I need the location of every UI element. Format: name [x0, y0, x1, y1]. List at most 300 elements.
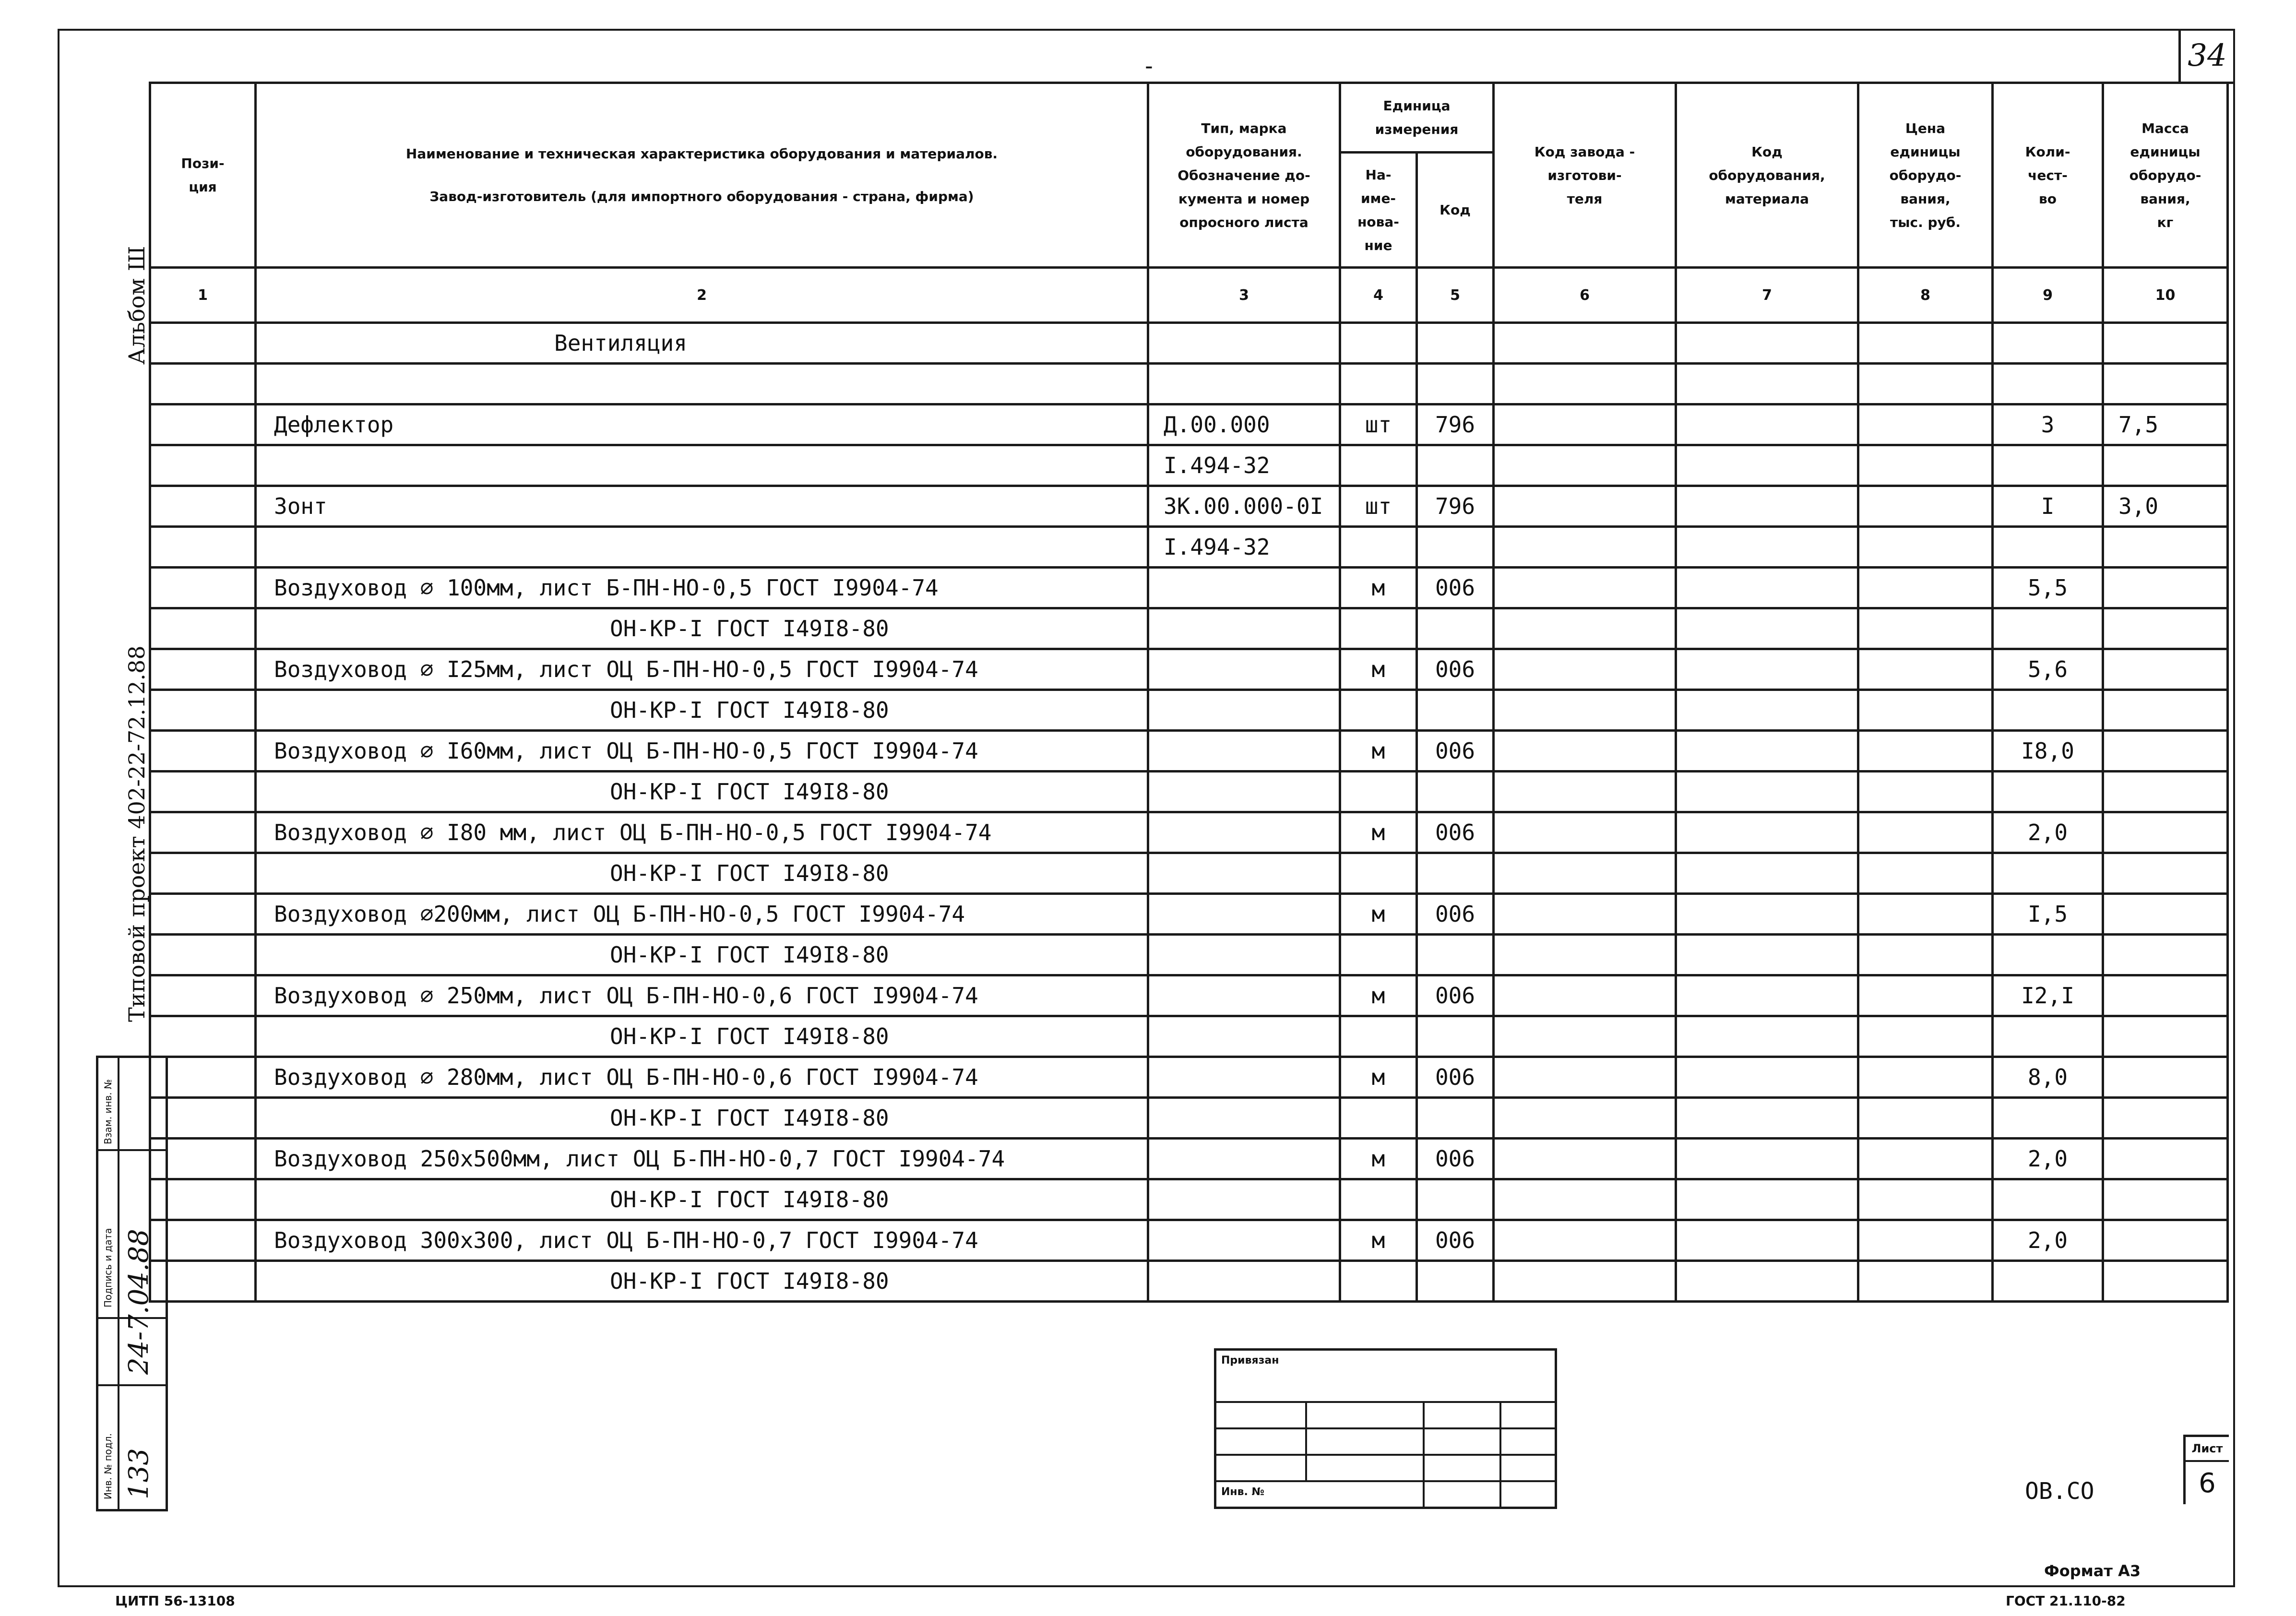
cell-price: [1858, 772, 1993, 812]
cell-unit-code: 006: [1417, 568, 1494, 608]
cell-position: [150, 364, 256, 404]
format-label: Формат А3: [2044, 1562, 2141, 1580]
cell-quantity: [1993, 1016, 2103, 1057]
cell-price: [1858, 649, 1993, 690]
cell-unit-name: м: [1340, 731, 1417, 772]
side-label-album: Альбом Ш: [124, 246, 150, 365]
approval-inv-label: Инв. № подл.: [102, 1433, 114, 1499]
cell-unit-code: 006: [1417, 812, 1494, 853]
cell-position: [150, 1016, 256, 1057]
table-row: [150, 772, 2228, 812]
cell-position: [150, 608, 256, 649]
cell-unit-code: [1417, 364, 1494, 404]
cell-equipment-code: [1676, 1179, 1858, 1220]
column-number: 4: [1340, 268, 1417, 323]
cell-quantity: [1993, 323, 2103, 364]
cell-position: [150, 445, 256, 486]
table-row: [150, 731, 2228, 772]
cell-position: [150, 486, 256, 527]
cell-name: [256, 445, 1148, 486]
cell-name: Дефлектор: [256, 404, 1148, 445]
column-number: 2: [256, 268, 1148, 323]
cell-mass: [2103, 1016, 2228, 1057]
table-row: [150, 894, 2228, 935]
cell-price: [1858, 404, 1993, 445]
cell-name: [256, 527, 1148, 568]
cell-unit-name: м: [1340, 894, 1417, 935]
cell-equipment-code: [1676, 445, 1858, 486]
cell-name: Воздуховод ∅ I25мм, лист ОЦ Б-ПН-НО-0,5 ГОСТ I9904-74: [256, 649, 1148, 690]
column-number: 5: [1417, 268, 1494, 323]
cell-quantity: 5,6: [1993, 649, 2103, 690]
cell-equipment-code: [1676, 935, 1858, 975]
cell-unit-name: м: [1340, 568, 1417, 608]
table-row: [150, 527, 2228, 568]
top-mark: -: [1142, 53, 1156, 80]
cell-name-continuation: ОН-КР-I ГОСТ I49I8-80: [610, 616, 889, 642]
table-header-row: [150, 83, 2228, 153]
cell-type: [1148, 608, 1340, 649]
header-type: Тип, марка оборудования. Обозначение до- кумента и номер опросного листа: [1148, 83, 1340, 268]
cell-mass: [2103, 1261, 2228, 1302]
cell-unit-code: 006: [1417, 731, 1494, 772]
cell-unit-code: [1417, 323, 1494, 364]
cell-mass: [2103, 853, 2228, 894]
cell-unit-code: 006: [1417, 975, 1494, 1016]
column-number: 10: [2103, 268, 2228, 323]
cell-unit-name: [1340, 1261, 1417, 1302]
table-row: [150, 1179, 2228, 1220]
cell-manufacturer-code: [1494, 1098, 1676, 1139]
stamp-tied-label: Привязан: [1221, 1355, 1279, 1366]
header-name: Наименование и техническая характеристика оборудования и материалов. Завод-изготовитель (для импортного оборудования - страна, фирма): [256, 83, 1148, 268]
cell-price: [1858, 608, 1993, 649]
cell-mass: [2103, 568, 2228, 608]
table-row: [150, 935, 2228, 975]
cell-position: [150, 731, 256, 772]
cell-position: [150, 1220, 256, 1261]
column-number-row: [150, 268, 2228, 323]
cell-manufacturer-code: [1494, 894, 1676, 935]
cell-quantity: I2,I: [1993, 975, 2103, 1016]
table-row: [150, 812, 2228, 853]
column-number: 1: [150, 268, 256, 323]
cell-quantity: I,5: [1993, 894, 2103, 935]
header-manufacturer-code: Код завода - изготови- теля: [1494, 83, 1676, 268]
cell-manufacturer-code: [1494, 568, 1676, 608]
cell-equipment-code: [1676, 1098, 1858, 1139]
cell-type: [1148, 975, 1340, 1016]
cell-type: [1148, 1098, 1340, 1139]
cell-manufacturer-code: [1494, 527, 1676, 568]
cell-manufacturer-code: [1494, 1220, 1676, 1261]
header-unit-code: Код: [1417, 153, 1494, 268]
cell-unit-code: [1417, 527, 1494, 568]
cell-position: [150, 323, 256, 364]
cell-unit-code: [1417, 608, 1494, 649]
cell-unit-code: [1417, 1016, 1494, 1057]
cell-name: Зонт: [256, 486, 1148, 527]
cell-manufacturer-code: [1494, 853, 1676, 894]
cell-position: [150, 527, 256, 568]
cell-name-continuation: ОН-КР-I ГОСТ I49I8-80: [610, 942, 889, 968]
cell-manufacturer-code: [1494, 486, 1676, 527]
cell-mass: [2103, 445, 2228, 486]
cell-unit-code: [1417, 1098, 1494, 1139]
cell-quantity: 2,0: [1993, 812, 2103, 853]
column-number: 9: [1993, 268, 2103, 323]
cell-type: [1148, 935, 1340, 975]
table-row: [150, 649, 2228, 690]
stamp-divider: [1423, 1401, 1425, 1507]
cell-price: [1858, 1057, 1993, 1098]
cell-quantity: [1993, 853, 2103, 894]
cell-price: [1858, 894, 1993, 935]
cell-unit-name: шт: [1340, 486, 1417, 527]
cell-equipment-code: [1676, 1057, 1858, 1098]
cell-name: Воздуховод ∅ I60мм, лист ОЦ Б-ПН-НО-0,5 ГОСТ I9904-74: [256, 731, 1148, 772]
cell-unit-name: [1340, 445, 1417, 486]
cell-mass: [2103, 731, 2228, 772]
cell-manufacturer-code: [1494, 1261, 1676, 1302]
cell-manufacturer-code: [1494, 1179, 1676, 1220]
cell-unit-name: м: [1340, 975, 1417, 1016]
cell-mass: 7,5: [2103, 404, 2228, 445]
cell-unit-code: [1417, 1261, 1494, 1302]
cell-price: [1858, 568, 1993, 608]
cell-quantity: 2,0: [1993, 1139, 2103, 1179]
cell-name-continuation: ОН-КР-I ГОСТ I49I8-80: [610, 1268, 889, 1294]
cell-quantity: [1993, 935, 2103, 975]
tied-stamp: [1214, 1348, 1557, 1509]
bottom-left-code: ЦИТП 56-13108: [115, 1593, 235, 1609]
cell-quantity: [1993, 690, 2103, 731]
column-number: 7: [1676, 268, 1858, 323]
cell-equipment-code: [1676, 690, 1858, 731]
cell-type: [1148, 690, 1340, 731]
cell-unit-name: м: [1340, 1220, 1417, 1261]
cell-manufacturer-code: [1494, 649, 1676, 690]
cell-mass: [2103, 894, 2228, 935]
cell-type: [1148, 812, 1340, 853]
cell-unit-name: шт: [1340, 404, 1417, 445]
cell-position: [150, 404, 256, 445]
cell-manufacturer-code: [1494, 731, 1676, 772]
cell-equipment-code: [1676, 323, 1858, 364]
cell-equipment-code: [1676, 608, 1858, 649]
table-row: [150, 1139, 2228, 1179]
cell-mass: [2103, 608, 2228, 649]
cell-position: [150, 894, 256, 935]
table-row: [150, 853, 2228, 894]
cell-name: [256, 690, 1148, 731]
cell-mass: [2103, 323, 2228, 364]
cell-name: Воздуховод 250х500мм, лист ОЦ Б-ПН-НО-0,7 ГОСТ I9904-74: [256, 1139, 1148, 1179]
cell-quantity: [1993, 1261, 2103, 1302]
cell-equipment-code: [1676, 853, 1858, 894]
cell-manufacturer-code: [1494, 690, 1676, 731]
cell-mass: [2103, 690, 2228, 731]
cell-type: [1148, 1220, 1340, 1261]
cell-manufacturer-code: [1494, 608, 1676, 649]
cell-name: [256, 364, 1148, 404]
cell-price: [1858, 486, 1993, 527]
cell-quantity: [1993, 364, 2103, 404]
sheet-number-box: [2183, 1435, 2229, 1504]
cell-manufacturer-code: [1494, 323, 1676, 364]
cell-type: [1148, 853, 1340, 894]
cell-equipment-code: [1676, 772, 1858, 812]
cell-position: [150, 772, 256, 812]
cell-mass: [2103, 1139, 2228, 1179]
cell-unit-name: [1340, 608, 1417, 649]
cell-unit-code: [1417, 1179, 1494, 1220]
cell-position: [150, 853, 256, 894]
cell-type: [1148, 568, 1340, 608]
cell-position: [150, 690, 256, 731]
cell-position: [150, 935, 256, 975]
table-row: [150, 1261, 2228, 1302]
cell-equipment-code: [1676, 486, 1858, 527]
cell-position: [150, 1139, 256, 1179]
table-row: [150, 975, 2228, 1016]
cell-mass: [2103, 935, 2228, 975]
cell-price: [1858, 364, 1993, 404]
bottom-right-code: ГОСТ 21.110-82: [2006, 1593, 2126, 1609]
cell-unit-name: [1340, 323, 1417, 364]
header-equipment-code: Код оборудования, материала: [1676, 83, 1858, 268]
cell-type: ЗК.00.000-0I: [1148, 486, 1340, 527]
cell-quantity: [1993, 608, 2103, 649]
cell-name-continuation: ОН-КР-I ГОСТ I49I8-80: [610, 1187, 889, 1212]
approval-inv-value: 133: [123, 1448, 155, 1499]
cell-quantity: [1993, 445, 2103, 486]
cell-unit-name: [1340, 1179, 1417, 1220]
approval-divider: [98, 1384, 166, 1386]
cell-equipment-code: [1676, 1261, 1858, 1302]
cell-unit-name: [1340, 853, 1417, 894]
sheet-corner-number: 34: [2178, 30, 2234, 84]
cell-quantity: [1993, 1098, 2103, 1139]
stamp-divider: [1216, 1427, 1555, 1429]
cell-position: [150, 1098, 256, 1139]
cell-type: [1148, 1179, 1340, 1220]
cell-price: [1858, 1261, 1993, 1302]
cell-quantity: 8,0: [1993, 1057, 2103, 1098]
cell-name: [256, 935, 1148, 975]
cell-price: [1858, 812, 1993, 853]
cell-quantity: I8,0: [1993, 731, 2103, 772]
cell-name: Воздуховод ∅ I80 мм, лист ОЦ Б-ПН-НО-0,5 ГОСТ I9904-74: [256, 812, 1148, 853]
cell-unit-code: 006: [1417, 894, 1494, 935]
cell-type: [1148, 1016, 1340, 1057]
cell-equipment-code: [1676, 527, 1858, 568]
header-unit-name: На- име- нова- ние: [1340, 153, 1417, 268]
cell-unit-name: [1340, 1098, 1417, 1139]
cell-price: [1858, 731, 1993, 772]
cell-type: [1148, 1139, 1340, 1179]
cell-quantity: [1993, 527, 2103, 568]
cell-price: [1858, 1139, 1993, 1179]
cell-manufacturer-code: [1494, 364, 1676, 404]
cell-quantity: 2,0: [1993, 1220, 2103, 1261]
cell-equipment-code: [1676, 364, 1858, 404]
cell-position: [150, 568, 256, 608]
header-price: Цена единицы оборудо- вания, тыс. руб.: [1858, 83, 1993, 268]
cell-price: [1858, 975, 1993, 1016]
cell-type: [1148, 731, 1340, 772]
cell-name: [256, 1261, 1148, 1302]
cell-unit-code: 006: [1417, 1057, 1494, 1098]
cell-name: [256, 1098, 1148, 1139]
cell-manufacturer-code: [1494, 1139, 1676, 1179]
table-row: [150, 690, 2228, 731]
specification-table: [149, 82, 2229, 1303]
approval-signature-label: Подпись и дата: [102, 1228, 114, 1307]
cell-price: [1858, 853, 1993, 894]
cell-manufacturer-code: [1494, 772, 1676, 812]
cell-equipment-code: [1676, 649, 1858, 690]
cell-price: [1858, 527, 1993, 568]
stamp-divider: [1305, 1401, 1307, 1480]
cell-equipment-code: [1676, 1016, 1858, 1057]
cell-equipment-code: [1676, 894, 1858, 935]
cell-name: [256, 1016, 1148, 1057]
cell-name: [256, 772, 1148, 812]
cell-mass: 3,0: [2103, 486, 2228, 527]
cell-type: [1148, 649, 1340, 690]
cell-type: [1148, 323, 1340, 364]
table-row: [150, 404, 2228, 445]
cell-type: I.494-32: [1148, 445, 1340, 486]
cell-mass: [2103, 1098, 2228, 1139]
table-row: [150, 486, 2228, 527]
document-code: ОВ.СО: [2025, 1478, 2094, 1505]
cell-name: Вентиляция: [256, 323, 1148, 364]
header-mass: Масса единицы оборудо- вания, кг: [2103, 83, 2228, 268]
table-row: [150, 445, 2228, 486]
cell-unit-name: м: [1340, 812, 1417, 853]
sheet-label: Лист: [2186, 1437, 2229, 1462]
cell-name: [256, 1179, 1148, 1220]
cell-unit-name: [1340, 772, 1417, 812]
cell-mass: [2103, 1220, 2228, 1261]
cell-price: [1858, 1098, 1993, 1139]
cell-name: [256, 853, 1148, 894]
cell-unit-code: 796: [1417, 486, 1494, 527]
cell-unit-name: м: [1340, 1057, 1417, 1098]
cell-unit-name: [1340, 527, 1417, 568]
cell-equipment-code: [1676, 1139, 1858, 1179]
cell-name-continuation: ОН-КР-I ГОСТ I49I8-80: [610, 779, 889, 805]
cell-position: [150, 1261, 256, 1302]
sheet-number: 6: [2199, 1467, 2216, 1499]
cell-name-continuation: ОН-КР-I ГОСТ I49I8-80: [610, 1105, 889, 1131]
side-label-project: Типовой проект 402-22-72.12.88: [124, 645, 150, 1022]
cell-mass: [2103, 772, 2228, 812]
cell-name: Воздуховод ∅ 250мм, лист ОЦ Б-ПН-НО-0,6 ГОСТ I9904-74: [256, 975, 1148, 1016]
stamp-divider: [1216, 1401, 1555, 1403]
cell-type: Д.00.000: [1148, 404, 1340, 445]
table-row: [150, 364, 2228, 404]
cell-manufacturer-code: [1494, 935, 1676, 975]
cell-manufacturer-code: [1494, 404, 1676, 445]
cell-position: [150, 975, 256, 1016]
cell-type: [1148, 364, 1340, 404]
cell-manufacturer-code: [1494, 445, 1676, 486]
table-row: [150, 1016, 2228, 1057]
cell-unit-code: [1417, 935, 1494, 975]
cell-quantity: [1993, 772, 2103, 812]
cell-unit-code: 006: [1417, 1139, 1494, 1179]
cell-price: [1858, 323, 1993, 364]
cell-quantity: 5,5: [1993, 568, 2103, 608]
table-row: [150, 1220, 2228, 1261]
approval-signature-value: 24-7.04.88: [123, 1229, 155, 1375]
cell-unit-code: 796: [1417, 404, 1494, 445]
header-unit-group: Единица измерения: [1340, 83, 1494, 153]
stamp-divider: [1499, 1401, 1501, 1507]
cell-name: Воздуховод ∅ 100мм, лист Б-ПН-НО-0,5 ГОСТ I9904-74: [256, 568, 1148, 608]
cell-equipment-code: [1676, 404, 1858, 445]
cell-type: [1148, 894, 1340, 935]
cell-position: [150, 812, 256, 853]
stamp-divider: [1216, 1454, 1555, 1456]
cell-manufacturer-code: [1494, 1016, 1676, 1057]
column-number: 8: [1858, 268, 1993, 323]
table-row: [150, 1098, 2228, 1139]
cell-type: [1148, 1057, 1340, 1098]
cell-mass: [2103, 1179, 2228, 1220]
table-row: [150, 568, 2228, 608]
cell-name-continuation: ОН-КР-I ГОСТ I49I8-80: [610, 860, 889, 886]
cell-quantity: I: [1993, 486, 2103, 527]
cell-unit-name: [1340, 935, 1417, 975]
cell-equipment-code: [1676, 1220, 1858, 1261]
cell-price: [1858, 445, 1993, 486]
cell-manufacturer-code: [1494, 975, 1676, 1016]
cell-position: [150, 1179, 256, 1220]
table-row: [150, 608, 2228, 649]
cell-position: [150, 649, 256, 690]
cell-unit-code: [1417, 853, 1494, 894]
table-row: [150, 323, 2228, 364]
cell-equipment-code: [1676, 975, 1858, 1016]
cell-mass: [2103, 1057, 2228, 1098]
cell-price: [1858, 1220, 1993, 1261]
cell-mass: [2103, 812, 2228, 853]
cell-unit-name: [1340, 364, 1417, 404]
stamp-divider: [1216, 1480, 1555, 1482]
column-number: 6: [1494, 268, 1676, 323]
cell-position: [150, 1057, 256, 1098]
cell-mass: [2103, 527, 2228, 568]
cell-unit-code: [1417, 772, 1494, 812]
cell-unit-name: м: [1340, 649, 1417, 690]
cell-quantity: [1993, 1179, 2103, 1220]
cell-price: [1858, 1179, 1993, 1220]
table-row: [150, 1057, 2228, 1098]
cell-name: Воздуховод 300х300, лист ОЦ Б-ПН-НО-0,7 ГОСТ I9904-74: [256, 1220, 1148, 1261]
cell-price: [1858, 690, 1993, 731]
cell-equipment-code: [1676, 568, 1858, 608]
cell-unit-name: [1340, 1016, 1417, 1057]
cell-equipment-code: [1676, 812, 1858, 853]
cell-price: [1858, 1016, 1993, 1057]
cell-manufacturer-code: [1494, 1057, 1676, 1098]
approval-exchange-label: Взам. инв. №: [102, 1079, 114, 1144]
stamp-inv-label: Инв. №: [1221, 1486, 1265, 1498]
